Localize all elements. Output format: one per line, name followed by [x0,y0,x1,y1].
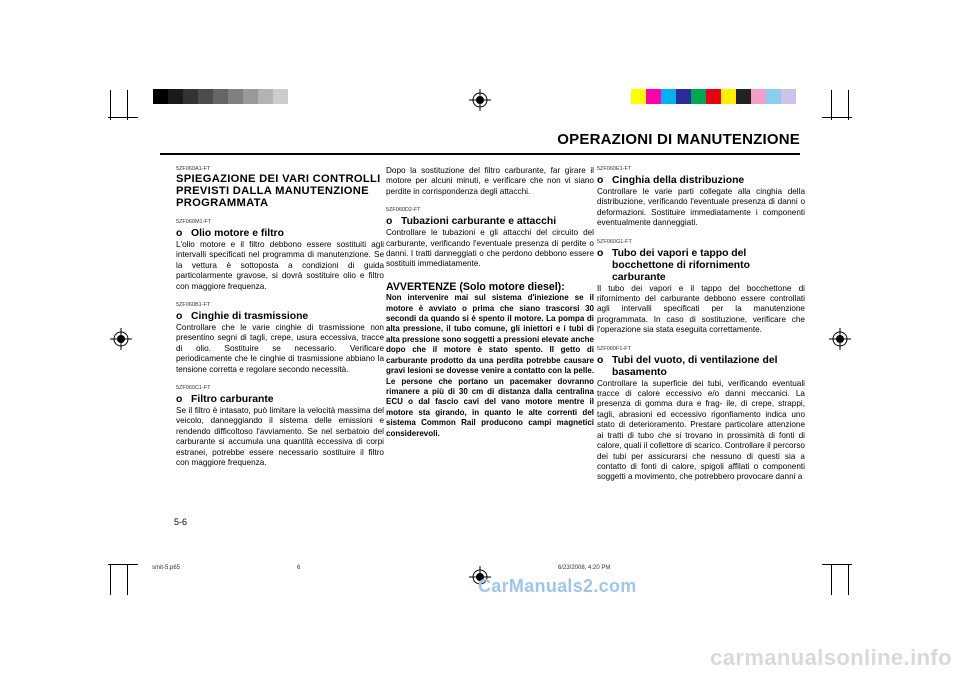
item-heading [176,394,384,406]
section-code: 5ZF060F1-FT [597,345,631,352]
calibration-swatch [691,89,706,104]
section-code: 5ZF060M1-FT [176,219,212,225]
item-paragraph: Controllare le varie parti collegate alla cinghia della distribuzione, verificando l'eventuale presenza di danni o deformazioni. Sostituire immediatamente i componenti eventualmente danneggiati. [597,187,805,228]
watermark-top[interactable]: CarManuals2.com [478,576,637,596]
item-heading-text: basamento [612,366,667,378]
item-heading [597,175,805,187]
calibration-swatch [736,89,751,104]
item-paragraph: Se il filtro è intasato, può limitare la velocità massima del veicolo, danneggiando il sistema delle emissioni e rendendo difficoltoso l'avviamento. Se nel serbatoio del carburante si accumula una quantità eccessiva di corpi estranei, potrebbe essere necessario sostituire il filtro con maggiore frequenza. [176,406,384,468]
section-code: 5ZF060C1-FT [176,385,211,392]
registration-mark-icon [110,328,132,350]
section-code: 5ZF060A1-FT [176,166,211,172]
item-heading-text: Tubazioni carburante e attacchi [401,216,557,228]
calibration-swatch [258,89,273,104]
calibration-swatch [153,89,168,104]
calibration-swatch [781,89,796,104]
item-heading-text: Tubo dei vapori e tappo del [612,247,747,259]
watermark-bottom[interactable]: carmanualsonline.info [710,645,952,670]
calibration-swatch [228,89,243,104]
warning-paragraph: Non intervenire mai sul sistema d'iniezione se il motore è avviato o prima che siano trascorsi 30 secondi da quando si è spento il motore. La pompa di alta pressione, il tubo comune, gli iniettori e i tubi di alta pressione sono soggetti a pressioni elevate anche dopo che il motore è stato spento. Il getto di carburante prodotto da una perdita potrebbe causare gravi lesioni se dovesse venire a contatto con la pelle. Le persone che portano un pacemaker dovranno rimanere a più di 30 cm di distanza dalla centralina ECU o dal fascio cavi del vano motore mentre il motore sta girando, in quanto le alte correnti del sistema Common Rail producono campi magnetici considerevoli. [386,293,594,438]
calibration-swatch [661,89,676,104]
item-paragraph: Controllare che le varie cinghie di trasmissione non presentino segni di tagli, crepe, usura eccessiva, tracce di olio. Sostituire se necessario. Verificare periodicamente che le cinghie di trasmissione abbiano la tensione corretta e regolare secondo necessità. [176,323,384,374]
calibration-swatch [183,89,198,104]
section-code: 5ZF060D2-FT [386,207,421,214]
item-heading-text: bocchettone di rifornimento [612,259,750,271]
footer-filename: smit-5.p65 [152,565,181,571]
item-heading-text: Cinghia della distribuzione [612,175,745,186]
calibration-swatch [676,89,691,104]
calibration-swatch [751,89,766,104]
item-paragraph: L'olio motore e il filtro debbono essere sostituiti agli intervalli specificati nel programma di manutenzione. Se la vettura è sottoposta a condizioni di guida particolarmente gravose, si dovrà sostituire olio e filtro con maggiore frequenza. [176,240,384,291]
warning-title: AVVERTENZE (Solo motore diesel): [386,280,565,293]
page-number: 5-6 [174,517,188,527]
column-middle [386,166,594,439]
item-paragraph: Controllare le tubazioni e gli attacchi del circuito del carburante, verificando l'eventuale presenza di perdite o danni. I tratti danneggiati o che perdono debbono essere sostituiti immediatamente. [386,228,594,269]
calibration-swatch [168,89,183,104]
calibration-swatch [631,89,646,104]
bullet-icon: o [386,216,393,228]
item-heading-text: Cinghie di trasmissione [191,311,309,323]
item-heading-text: Olio motore e filtro [191,228,284,239]
item-heading-text: Filtro carburante [191,394,274,406]
item-paragraph: Controllare la superficie dei tubi, verificando eventuali tracce di calore eccessivo e/o danni meccanici. La presenza di gomma dura e frag- ile, di crepe, strappi, tagli, abrasioni ed eccessivo rigonfiamento indica uno stato di deterioramento. Prestare particolare attenzione ai tratti di tubo che si trovano in prossimità di fonti di calore, quali il collettore di scarico. Controllare il percorso dei tubi per assicurarsi che nessuno di questi sia a contatto di fonti di calore, spigoli affilati o componenti soggetti a movimento, che potrebbero provocare danni a [597,378,805,482]
calibration-swatch [243,89,258,104]
bullet-icon: o [176,311,183,323]
section-code: 5ZF060E1-FT [597,166,632,172]
page-title: OPERAZIONI DI MANUTENZIONE [557,131,800,148]
column-left [176,166,384,469]
item-heading-text: carburante [612,271,666,283]
item-heading [386,216,594,228]
gray-calibration-bar [153,89,288,104]
calibration-swatch [706,89,721,104]
item-heading [176,311,384,323]
registration-mark-icon [469,89,491,111]
section-code: 5ZF060G1-FT [597,238,632,245]
item-heading [597,355,805,379]
section-title: SPIEGAZIONE DEI VARI CONTROLLI PREVISTI DALLA MANUTENZIONE PROGRAMMATA [176,173,381,209]
bullet-icon: o [597,354,604,366]
bullet-icon: o [176,394,183,406]
footer-page: 6 [297,565,301,571]
calibration-swatch [721,89,736,104]
registration-mark-icon [829,328,851,350]
footer-date: 6/23/2008, 4:20 PM [558,565,611,571]
item-paragraph: Il tubo dei vapori e il tappo del bocchettone di rifornimento del carburante debbono essere controllati agli intervalli specificati per la manutenzione programmata. In caso di sostituzione, verificare che l'operazione sia stata eseguita correttamente. [597,283,805,335]
item-heading [176,228,384,240]
header-rule [160,153,800,155]
calibration-swatch [213,89,228,104]
bullet-icon: o [597,175,604,186]
bullet-icon: o [597,247,604,259]
calibration-swatch [273,89,288,104]
column-right [597,166,805,483]
item-heading [597,248,805,284]
color-calibration-bar [631,89,796,104]
calibration-swatch [766,89,781,104]
calibration-swatch [198,89,213,104]
intro-paragraph: Dopo la sostituzione del filtro carburante, far girare il motore per alcuni minuti, e verificare che non vi siano perdite in corrispondenza degli attacchi. [386,166,594,196]
calibration-swatch [646,89,661,104]
bullet-icon: o [176,228,183,239]
item-heading-text: Tubi del vuoto, di ventilazione del [612,354,778,366]
section-code: 5ZF060B1-FT [176,302,211,309]
